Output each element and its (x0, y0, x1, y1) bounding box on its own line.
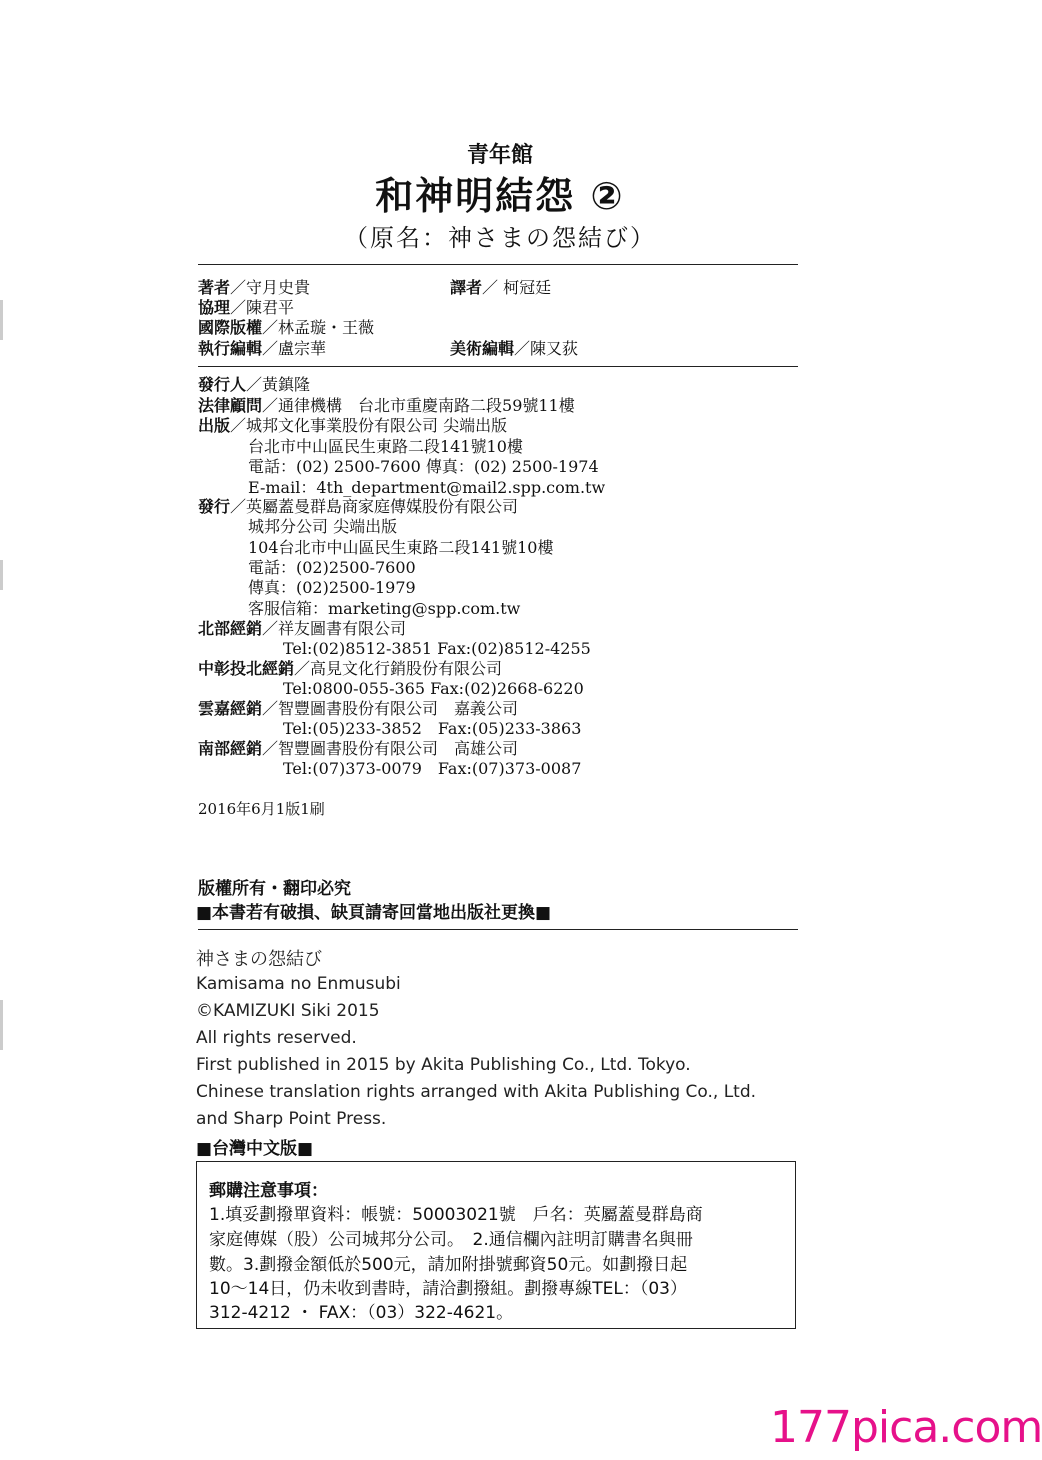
credit-label: 譯者 (450, 278, 483, 297)
distributor-email: 客服信箱：marketing@spp.com.tw (248, 599, 521, 618)
pub-label: 發行 (198, 497, 231, 516)
pub-label: 法律顧問 (198, 396, 263, 415)
distributor-address: 104台北市中山區民生東路二段141號10樓 (248, 538, 554, 557)
copyright-notice: 版權所有・翻印必究 (198, 879, 351, 899)
imprint-email: E-mail：4th_department@mail2.spp.com.tw (248, 478, 606, 497)
credit-art-editor (450, 336, 578, 359)
credit-exec-editor (198, 336, 326, 359)
original-title: （原名：神さまの怨結び） (344, 224, 656, 252)
credit-label: 國際版權 (198, 318, 263, 337)
binding-mark (0, 1000, 3, 1050)
imprint-name: 青年館 (466, 143, 533, 168)
book-title: 和神明結怨 ② (375, 174, 625, 218)
distributor-branch: 城邦分公司 尖端出版 (248, 517, 398, 536)
romaji-title: Kamisama no Enmusubi (196, 974, 401, 994)
mail-order-line: 數。3.劃撥金額低於500元，請加附掛號郵資50元。如劃撥日起 (209, 1255, 688, 1275)
pub-value: ／城邦文化事業股份有限公司 尖端出版 (230, 416, 508, 435)
imprint-row (198, 416, 507, 436)
pub-label: 北部經銷 (198, 619, 263, 638)
pub-value: ／英屬蓋曼群島商家庭傳媒股份有限公司 (230, 497, 519, 516)
mail-order-line: 1.填妥劃撥單資料：帳號：50003021號 戶名：英屬蓋曼群島商 (209, 1205, 703, 1225)
mail-order-line: 312-4212 ・ FAX：（03）322-4621。 (209, 1303, 514, 1323)
site-watermark: 177pica.com (770, 1402, 1042, 1453)
edition-info: 2016年6月1版1刷 (198, 800, 325, 818)
credit-rights (198, 315, 374, 338)
translation-rights: Chinese translation rights arranged with Akita Publishing Co., Ltd. (196, 1082, 757, 1102)
credit-value: ／ 柯冠廷 (482, 278, 552, 297)
central-contact: Tel:0800-055-365 Fax:(02)2668-6220 (283, 679, 584, 698)
credit-label: 美術編輯 (450, 339, 515, 358)
japanese-title: 神さまの怨結び (196, 949, 322, 970)
mail-order-title: 郵購注意事項： (209, 1181, 328, 1201)
credit-value: ／守月史貴 (230, 278, 311, 297)
taiwan-edition-tag: ■台灣中文版■ (196, 1139, 314, 1159)
damage-notice: ■本書若有破損、缺頁請寄回當地出版社更換■ (196, 903, 552, 923)
mail-order-line: 家庭傳媒（股）公司城邦分公司。 2.通信欄內註明訂購書名與冊 (209, 1230, 693, 1250)
south-contact: Tel:(07)373-0079 Fax:(07)373-0087 (283, 759, 582, 778)
south-distributor (198, 739, 518, 759)
divider (198, 264, 798, 265)
pub-label: 中彰投北經銷 (198, 659, 295, 678)
first-published: First published in 2015 by Akita Publishing Co., Ltd. Tokyo. (196, 1055, 691, 1075)
pub-value: ／祥友圖書有限公司 (262, 619, 407, 638)
credit-label: 執行編輯 (198, 339, 263, 358)
divider (198, 366, 798, 367)
north-contact: Tel:(02)8512-3851 Fax:(02)8512-4255 (283, 639, 591, 658)
binding-mark (0, 300, 3, 340)
pub-label: 南部經銷 (198, 739, 263, 758)
pub-value: ／黃鎮隆 (246, 375, 311, 394)
imprint-phone: 電話：(02) 2500-7600 傳真：(02) 2500-1974 (248, 457, 599, 476)
publisher-person (198, 375, 310, 395)
chiayi-contact: Tel:(05)233-3852 Fax:(05)233-3863 (283, 719, 582, 738)
mail-order-line: 10～14日，仍未收到書時，請洽劃撥組。劃撥專線TEL：（03） (209, 1279, 687, 1299)
pub-value: ／高見文化行銷股份有限公司 (294, 659, 503, 678)
distributor-phone: 電話：(02)2500-7600 (248, 558, 416, 577)
imprint-address: 台北市中山區民生東路二段141號10樓 (248, 437, 523, 456)
binding-mark (0, 560, 3, 590)
translation-rights-cont: and Sharp Point Press. (196, 1109, 387, 1129)
credit-value: ／陳又荻 (514, 339, 579, 358)
pub-label: 雲嘉經銷 (198, 699, 263, 718)
pub-value: ／智豐圖書股份有限公司 高雄公司 (262, 739, 519, 758)
credit-value: ／陳君平 (230, 298, 295, 317)
credit-value: ／林孟璇・王薇 (262, 318, 375, 337)
north-distributor (198, 619, 406, 639)
distributor-row (198, 497, 518, 517)
credit-translator (450, 275, 551, 298)
pub-label: 發行人 (198, 375, 247, 394)
pub-value: ／通律機構 台北市重慶南路二段59號11樓 (262, 396, 575, 415)
original-copyright: ©KAMIZUKI Siki 2015 (196, 1001, 380, 1021)
central-distributor (198, 659, 502, 679)
rights-reserved: All rights reserved. (196, 1028, 357, 1048)
legal-counsel (198, 396, 575, 416)
credit-value: ／盧宗華 (262, 339, 327, 358)
pub-value: ／智豐圖書股份有限公司 嘉義公司 (262, 699, 519, 718)
pub-label: 出版 (198, 416, 231, 435)
credit-label: 著者 (198, 278, 231, 297)
divider (198, 929, 798, 930)
chiayi-distributor (198, 699, 518, 719)
distributor-fax: 傳真：(02)2500-1979 (248, 578, 416, 597)
mail-order-box (196, 1161, 796, 1329)
credit-label: 協理 (198, 298, 231, 317)
